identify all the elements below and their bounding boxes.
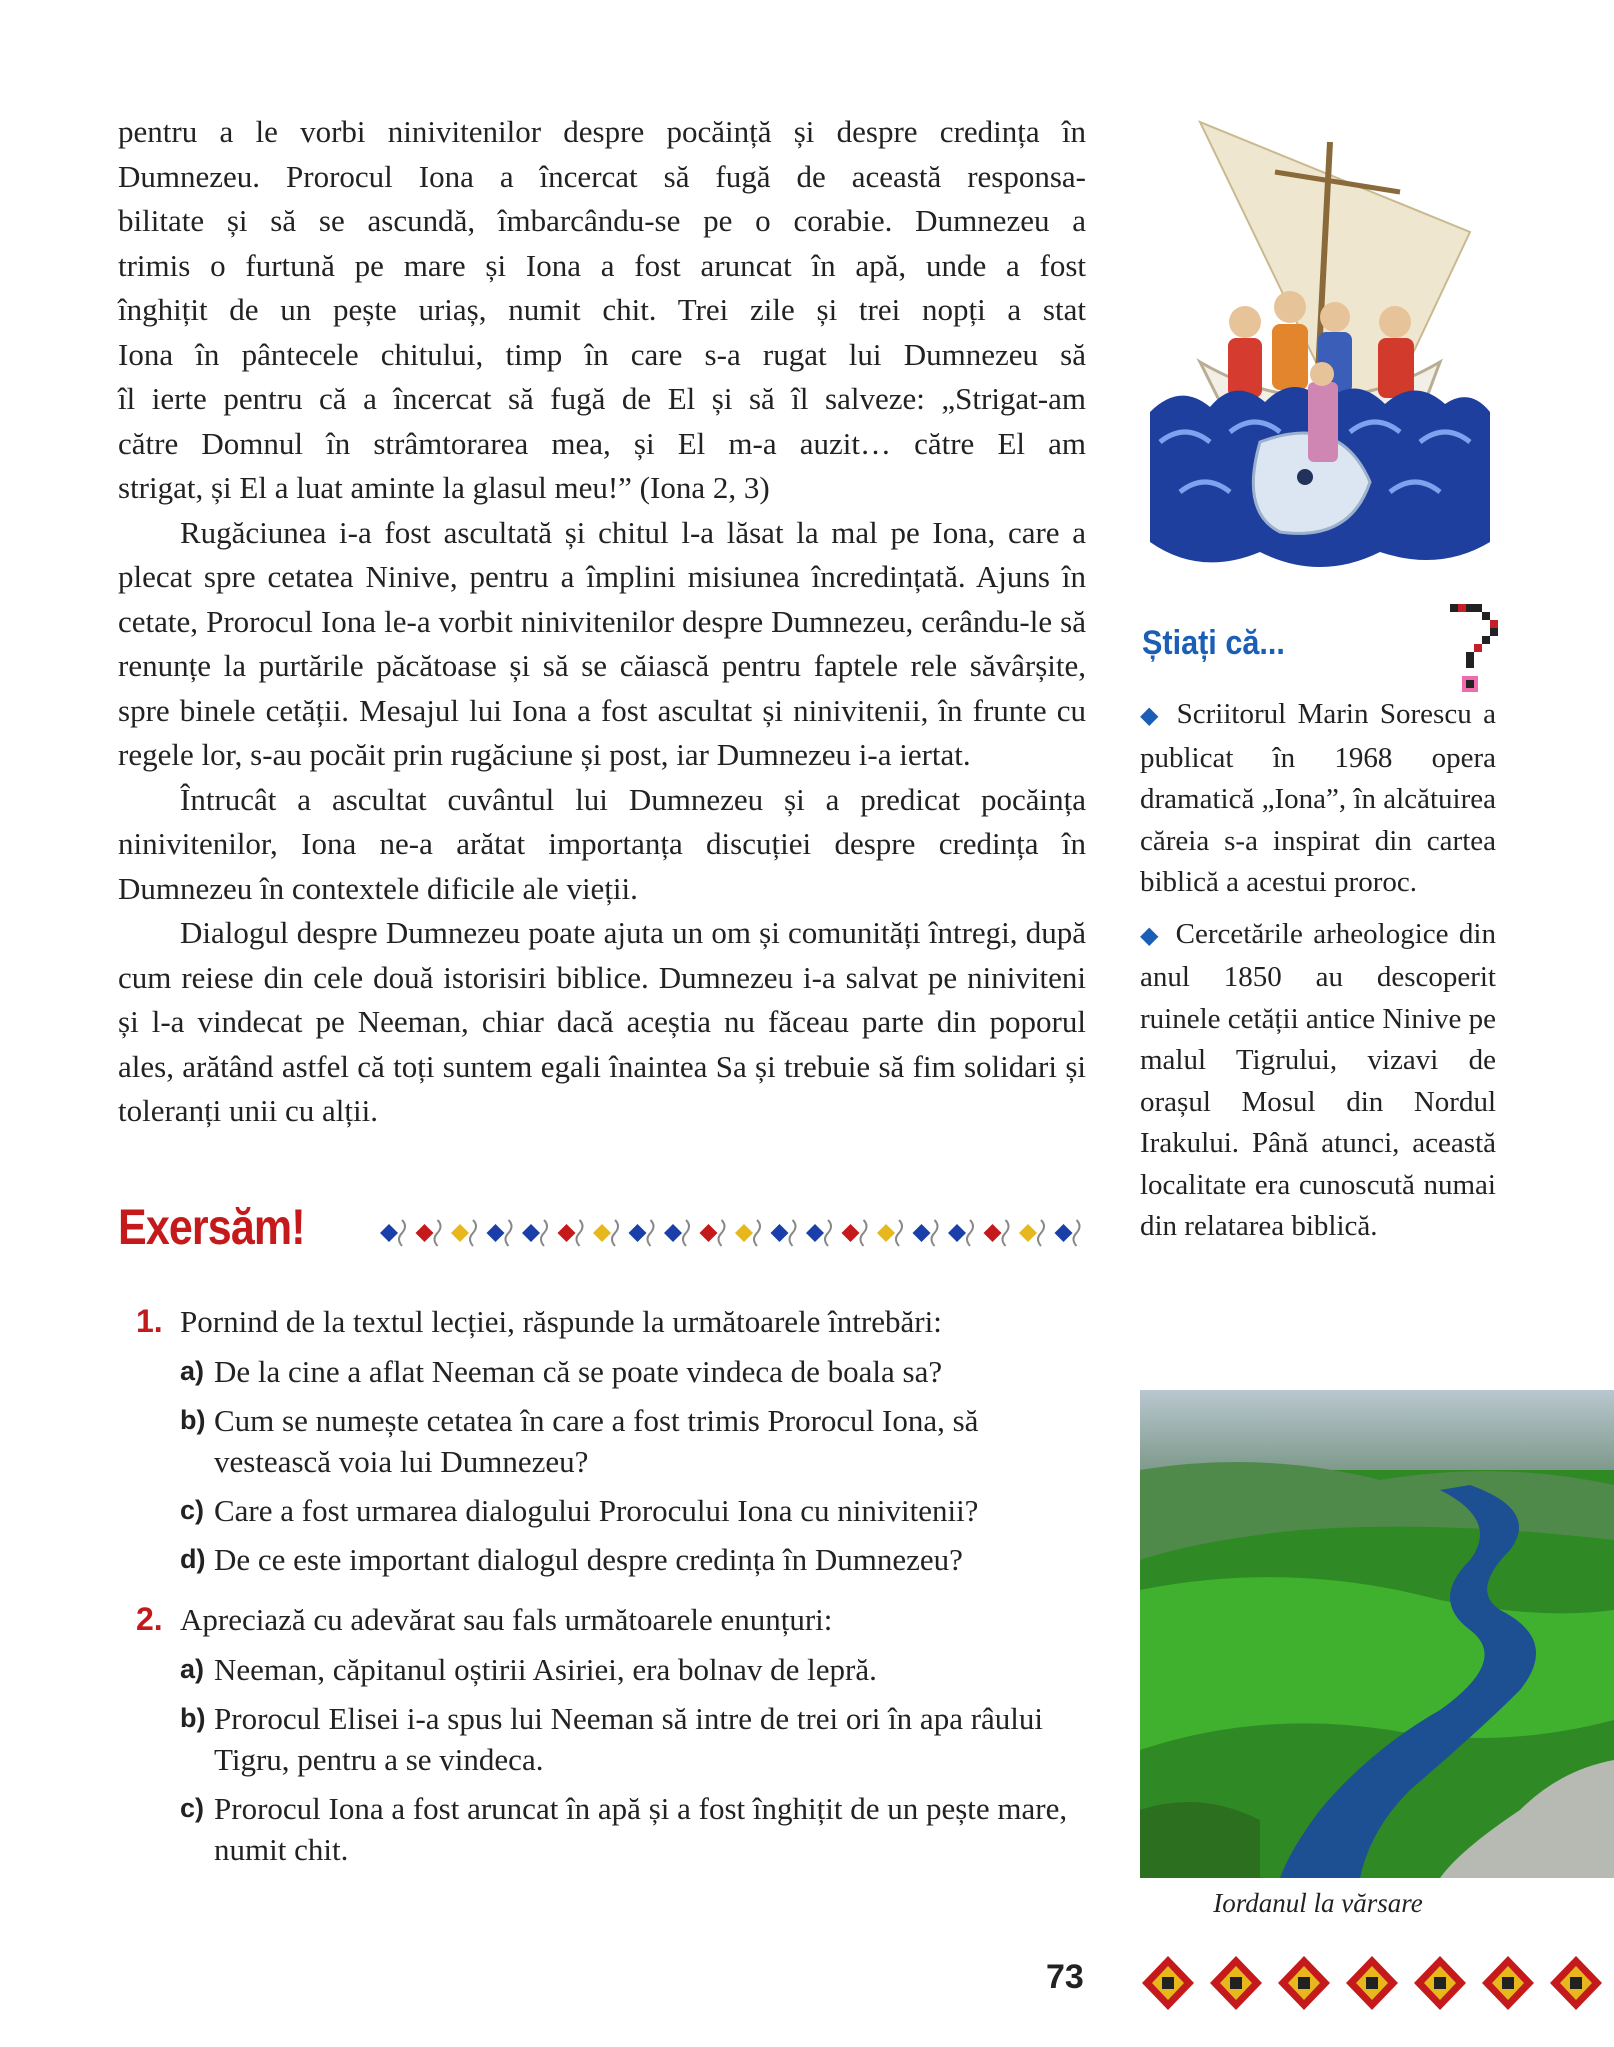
exercises-header	[118, 1198, 1086, 1268]
ornament-motif	[593, 1224, 611, 1242]
text-line: îl ierte pentru că a încercat să fugă de El și să îl salveze: „Strigat-am	[118, 381, 1086, 416]
ornament-motif	[380, 1224, 398, 1242]
sub-text: Neeman, căpitanul oștirii Asiriei, era bolnav de lepră.	[214, 1652, 877, 1687]
folk-ornament-footer	[1140, 1948, 1614, 2018]
ornament-swirl	[577, 1220, 583, 1246]
ornament-swirl	[648, 1220, 654, 1246]
ornament-motif	[487, 1224, 505, 1242]
sub-letter: c)	[180, 1495, 205, 1525]
ornament-motif	[806, 1224, 824, 1242]
fact-item: ◆ Cercetările arheologice din anul 1850 au descoperit ruinele cetății antice Ninive pe malul Tigrului, vizavi de orașul Mosul din Nordul Irakului. Până atunci, această localitate era cunoscută numai din relatarea biblică.	[1140, 917, 1496, 1242]
ornament-motif	[416, 1224, 434, 1242]
footer-ornament-core	[1298, 1977, 1310, 1989]
footer-ornament-core	[1230, 1977, 1242, 1989]
question-text: Pornind de la textul lecției, răspunde la următoarele întrebări:	[180, 1304, 942, 1339]
text-line: Iona în pântecele chitului, timp în care s-a rugat lui Dumnezeu să	[118, 336, 1086, 372]
ornament-motif	[913, 1224, 931, 1242]
ornament-motif	[1019, 1224, 1037, 1242]
sub-question	[180, 1649, 1086, 1690]
text-line: către Domnul în strâmtorarea mea, și El m-a auzit… către El am	[118, 425, 1086, 461]
question-number: 2.	[136, 1601, 163, 1637]
diamond-bullet-icon: ◆	[1140, 703, 1163, 729]
ornament-swirl	[470, 1220, 476, 1246]
ornament-motif	[451, 1224, 469, 1242]
ornament-swirl	[612, 1220, 618, 1246]
ornament-swirl	[1038, 1220, 1044, 1246]
river-delta-photo	[1140, 1390, 1614, 1878]
exercises-title: Exersăm!	[118, 1199, 305, 1255]
ornament-swirl	[896, 1220, 902, 1246]
paragraph-4: Dialogul despre Dumnezeu poate ajuta un om și comunități întregi, după cum reiese din cele două istorisiri biblice. Dumnezeu i-a salvat pe niniviteni și l-a vindecat pe Neeman, chiar dacă aceștia nu făceau parte din poporul ales, arătând astfel că toți suntem egali înaintea Sa și trebuie să fim solidari și toleranți unii cu alții.	[118, 915, 1086, 1128]
ornament-swirl	[506, 1220, 512, 1246]
ornament-swirl	[1003, 1220, 1009, 1246]
ornament-motif	[735, 1224, 753, 1242]
ornament-swirl	[1074, 1220, 1080, 1246]
sub-question	[180, 1539, 1086, 1580]
sub-text: Prorocul Elisei i-a spus lui Neeman să intre de trei ori în apa râului Tigru, pentru a se vindeca.	[214, 1701, 1044, 1777]
sub-text: De ce este important dialogul despre credința în Dumnezeu?	[214, 1542, 963, 1577]
ornament-swirl	[399, 1220, 405, 1246]
ornament-motif	[558, 1224, 576, 1242]
footer-ornament-core	[1570, 1977, 1582, 1989]
question-2	[118, 1598, 1086, 1870]
ornament-motif	[771, 1224, 789, 1242]
ornament-motif	[842, 1224, 860, 1242]
question-number: 1.	[136, 1303, 163, 1339]
text-line: strigat, și El a luat aminte la glasul meu!” (Iona 2, 3)	[118, 470, 770, 505]
text-line: trimis o furtună pe mare și Iona a fost aruncat în apă, unde a fost	[118, 247, 1086, 283]
footer-ornament-core	[1502, 1977, 1514, 1989]
ornament-swirl	[967, 1220, 973, 1246]
sub-letter: b)	[180, 1405, 206, 1435]
sub-question	[180, 1351, 1086, 1392]
sub-text: De la cine a aflat Neeman că se poate vindeca de boala sa?	[214, 1354, 943, 1389]
ornament-motif	[629, 1224, 647, 1242]
sidebar-title: Știați că...	[1142, 624, 1285, 662]
text-line: Dumnezeu. Prorocul Iona a încercat să fugă de această responsa-	[118, 158, 1086, 194]
ornament-swirl	[719, 1220, 725, 1246]
paragraph-2: Rugăciunea i-a fost ascultată și chitul l-a lăsat la mal pe Iona, care a plecat spre cetatea Ninive, pentru a împlini misiunea încredințată. Ajuns în cetate, Prorocul Iona le-a vorbit ninivitenilor despre Dumnezeu, cerându-le să renunțe la purtările păcătoase și să se căiască pentru faptele rele săvârșite, spre binele cetății. Mesajul lui Iona a fost ascultat și ninivitenii, în frunte cu regele lor, s-au pocăit prin rugăciune și post, iar Dumnezeu i-a iertat.	[118, 514, 1086, 772]
sub-letter: a)	[180, 1356, 205, 1386]
sub-question	[180, 1788, 1086, 1870]
paragraph-3: Întrucât a ascultat cuvântul lui Dumnezeu și a predicat pocăința ninivitenilor, Iona ne-a arătat importanța discuției despre credința în Dumnezeu în contextele dificile ale vieții.	[118, 781, 1086, 906]
sub-letter: b)	[180, 1703, 206, 1733]
ornament-swirl	[932, 1220, 938, 1246]
sub-letter: a)	[180, 1654, 205, 1684]
sub-question	[180, 1400, 1086, 1482]
ornament-swirl	[541, 1220, 547, 1246]
lesson-text	[118, 110, 1086, 1134]
folk-ornament-border	[370, 1210, 1086, 1256]
ornament-motif	[1055, 1224, 1073, 1242]
jonah-icon-illustration	[1140, 112, 1496, 582]
ornament-swirl	[435, 1220, 441, 1246]
sub-text: Care a fost urmarea dialogului Prorocului Iona cu ninivitenii?	[214, 1493, 979, 1528]
sub-text: Cum se numește cetatea în care a fost trimis Prorocul Iona, să vestească voia lui Dumnezeu?	[214, 1403, 979, 1479]
fact-item: ◆ Scriitorul Marin Sorescu a publicat în 1968 opera dramatică „Iona”, în alcătuirea căreia s-a inspirat din cartea biblică a acestui proroc.	[1140, 698, 1496, 898]
footer-ornament-core	[1434, 1977, 1446, 1989]
ornament-swirl	[754, 1220, 760, 1246]
exercises-list	[118, 1300, 1086, 1870]
ornament-swirl	[861, 1220, 867, 1246]
question-text: Apreciază cu adevărat sau fals următoarele enunțuri:	[180, 1602, 833, 1637]
sub-question	[180, 1698, 1086, 1780]
text-line: înghițit de un pește uriaș, numit chit. Trei zile și trei nopți a stat	[118, 292, 1086, 327]
sub-question	[180, 1490, 1086, 1531]
ornament-swirl	[683, 1220, 689, 1246]
photo-caption: Iordanul la vărsare	[1213, 1888, 1423, 1918]
text-line: bilitate și să se ascundă, îmbarcându-se pe o corabie. Dumnezeu a	[118, 203, 1086, 238]
diamond-bullet-icon: ◆	[1140, 922, 1162, 949]
ornament-swirl	[790, 1220, 796, 1246]
sub-text: Prorocul Iona a fost aruncat în apă și a fost înghițit de un pește mare, numit chit.	[214, 1791, 1068, 1867]
ornament-motif	[522, 1224, 540, 1242]
page-number: 73	[1046, 1958, 1084, 1996]
sub-letter: d)	[180, 1544, 206, 1574]
footer-ornament-core	[1162, 1977, 1174, 1989]
sub-letter: c)	[180, 1793, 205, 1823]
ornament-motif	[700, 1224, 718, 1242]
footer-ornament-core	[1366, 1977, 1378, 1989]
ornament-motif	[664, 1224, 682, 1242]
paragraph-1	[118, 110, 1086, 511]
ornament-motif	[877, 1224, 895, 1242]
question-1	[118, 1300, 1086, 1580]
sidebar-facts	[1140, 694, 1496, 1258]
ornament-motif	[984, 1224, 1002, 1242]
question-mark-icon	[1440, 600, 1500, 696]
ornament-motif	[948, 1224, 966, 1242]
ornament-swirl	[825, 1220, 831, 1246]
text-line: pentru a le vorbi ninivitenilor despre pocăință și despre credința în	[118, 114, 1086, 149]
